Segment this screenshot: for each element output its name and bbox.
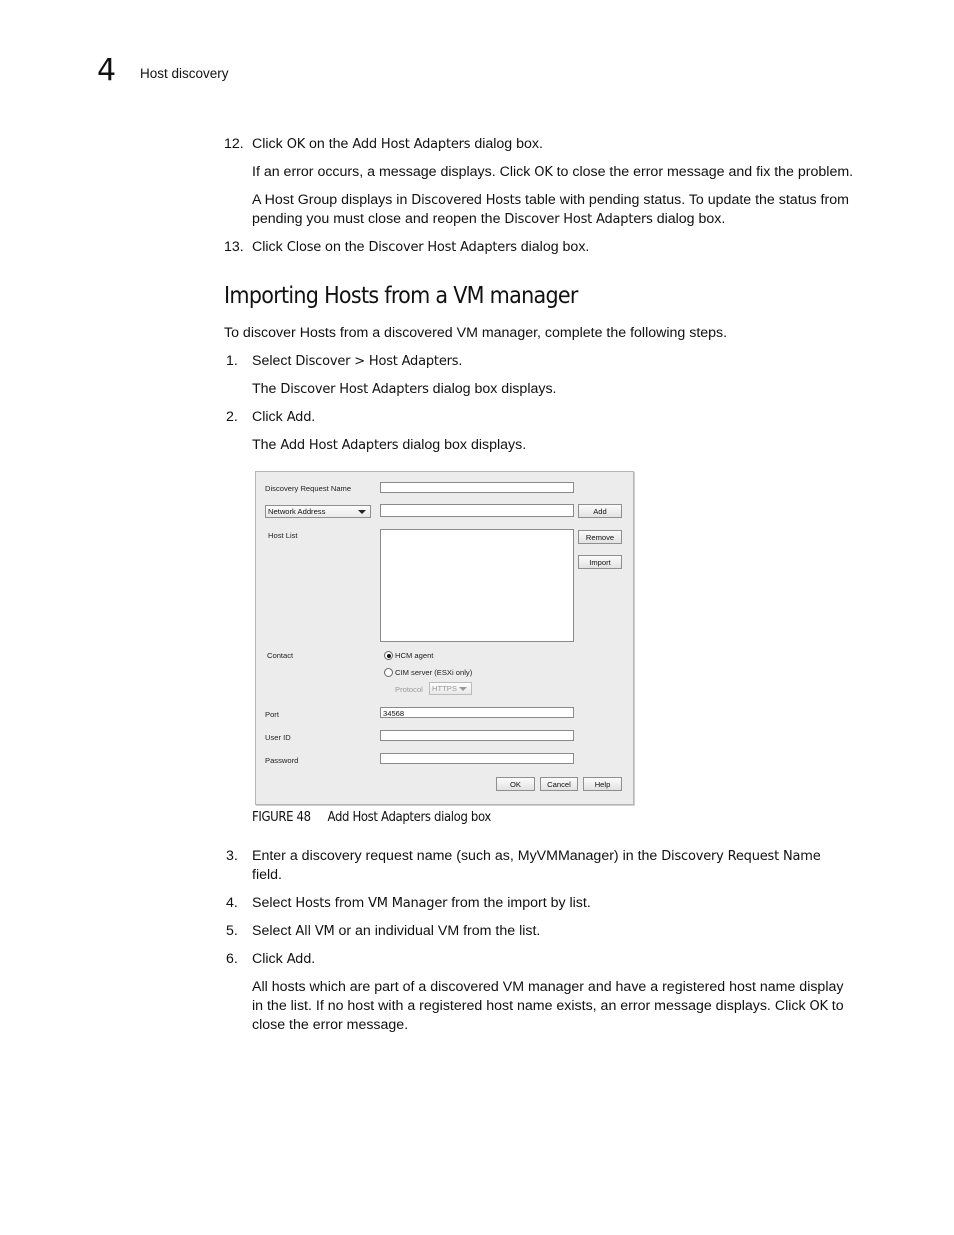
cim-server-label: CIM server (ESXi only): [395, 668, 473, 677]
cancel-button[interactable]: Cancel: [540, 777, 578, 791]
discovery-request-name-input[interactable]: [380, 482, 574, 493]
hcm-agent-label: HCM agent: [395, 651, 434, 660]
error-note: If an error occurs, a message displays. Click OK to close the error message and fix the problem.: [252, 164, 854, 180]
import-button[interactable]: Import: [578, 555, 622, 569]
ok-button[interactable]: OK: [496, 777, 535, 791]
chevron-down-icon: [459, 687, 467, 691]
step-1-result: The Discover Host Adapters dialog box displays.: [252, 381, 557, 397]
chapter-title: Host discovery: [140, 66, 229, 81]
address-type-select[interactable]: Network Address: [265, 505, 371, 518]
host-group-note: A Host Group displays in Discovered Hosts table with pending status. To update the status from pending you must close and reopen the Discover Host Adapters dialog box.: [252, 192, 849, 227]
host-list[interactable]: [380, 529, 574, 642]
step-6-text: Click Add.: [252, 951, 316, 967]
password-label: Password: [265, 756, 299, 765]
add-button[interactable]: Add: [578, 504, 622, 518]
cim-server-radio[interactable]: [384, 668, 393, 677]
step-3-text: Enter a discovery request name (such as, MyVMManager) in the Discovery Request Name field.: [252, 848, 821, 883]
step-5-text: Select All VM or an individual VM from the list.: [252, 923, 541, 939]
host-list-label: Host List: [268, 531, 298, 540]
add-host-adapters-dialog: [255, 471, 634, 805]
chevron-down-icon: [358, 510, 366, 514]
step-1-text: Select Discover > Host Adapters.: [252, 353, 463, 369]
step-4-text: Select Hosts from VM Manager from the import by list.: [252, 895, 591, 911]
discovery-request-name-label: Discovery Request Name: [265, 484, 352, 493]
network-address-input[interactable]: [380, 504, 574, 517]
hcm-agent-radio[interactable]: [384, 651, 393, 660]
step-number: 12.: [224, 136, 244, 152]
step-number: 13.: [224, 239, 244, 255]
step-number: 3.: [226, 848, 238, 864]
help-button[interactable]: Help: [583, 777, 622, 791]
section-lead: To discover Hosts from a discovered VM manager, complete the following steps.: [224, 325, 728, 341]
user-id-label: User ID: [265, 733, 291, 742]
step-2-result: The Add Host Adapters dialog box displays.: [252, 437, 527, 453]
step-2-text: Click Add.: [252, 409, 316, 425]
remove-button[interactable]: Remove: [578, 530, 622, 544]
step-12-text: Click OK on the Add Host Adapters dialog box.: [252, 136, 543, 152]
step-number: 5.: [226, 923, 238, 939]
step-number: 6.: [226, 951, 238, 967]
figure-caption: FIGURE 48 Add Host Adapters dialog box: [252, 810, 491, 825]
chapter-number: 4: [97, 53, 117, 88]
contact-label: Contact: [267, 651, 294, 660]
step-6-result: All hosts which are part of a discovered VM manager and have a registered host name display in the list. If no host with a registered host name exists, an error message displays. Click OK to close the error message.: [252, 979, 844, 1033]
step-number: 1.: [226, 353, 238, 369]
user-id-input[interactable]: [380, 730, 574, 741]
protocol-label: Protocol: [395, 685, 423, 694]
port-label: Port: [265, 710, 279, 719]
protocol-select[interactable]: HTTPS: [429, 682, 472, 695]
step-13-text: Click Close on the Discover Host Adapters dialog box.: [252, 239, 590, 255]
password-input[interactable]: [380, 753, 574, 764]
section-heading: Importing Hosts from a VM manager: [224, 283, 578, 309]
step-number: 4.: [226, 895, 238, 911]
port-input[interactable]: 34568: [380, 707, 574, 718]
step-number: 2.: [226, 409, 238, 425]
